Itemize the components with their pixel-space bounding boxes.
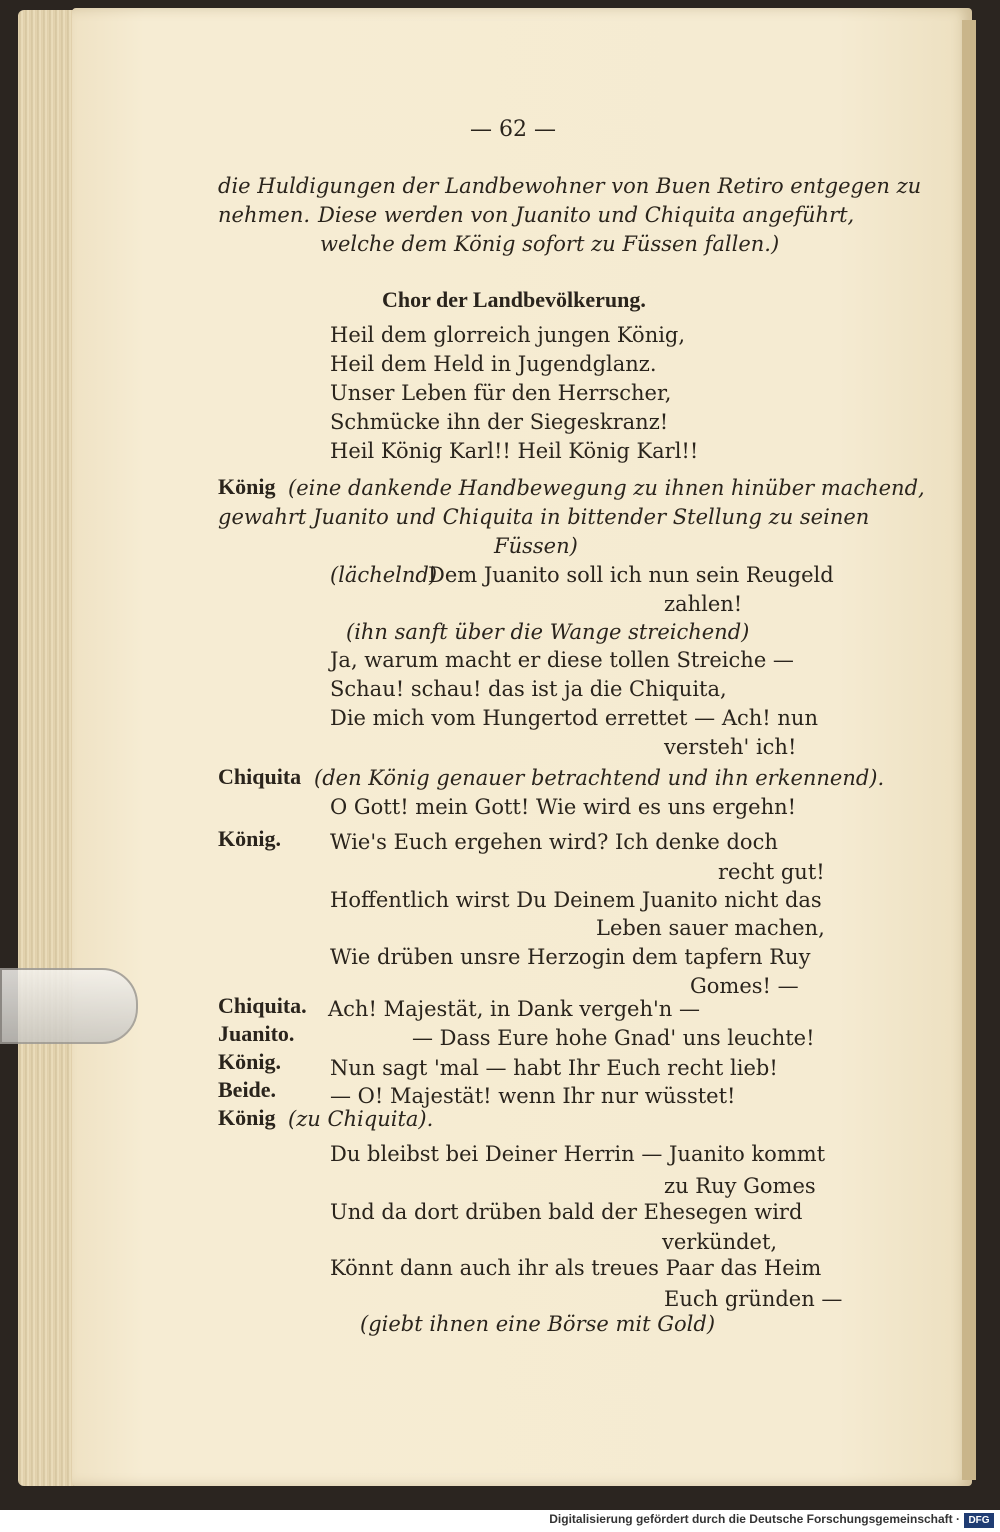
stage-direction-line: Diese werden von Juanito und Chiquita angeführt, [318,203,855,227]
verse-line: Gomes! — [690,974,799,998]
verse-line: Wie's Euch ergehen wird? Ich denke doch [330,830,778,854]
verse-line: versteh' ich! [664,735,797,759]
speaker-name: König. [218,826,281,851]
dfg-logo: DFG [964,1513,994,1528]
digitization-footer [0,1510,1000,1532]
verse-line: Könnt dann auch ihr als treues Paar das Heim [330,1256,822,1280]
verse-line: Und da dort drüben bald der Ehesegen wird [330,1200,803,1224]
verse-line: zu Ruy Gomes [664,1174,816,1198]
speaker-name: Beide. [218,1077,277,1102]
speaker-name: König [218,474,276,499]
speaker-name: Chiquita. [218,993,307,1018]
verse-line: Hoffentlich wirst Du Deinem Juanito nicht das [330,888,822,912]
verse-line: verkündet, [662,1230,778,1254]
stage-direction-line: gewahrt Juanito und Chiquita in bittender Stellung zu seinen [218,505,870,529]
verse-line: Heil dem glorreich jungen König, [330,323,686,347]
verse-line: Euch gründen — [664,1287,843,1311]
verse-line: Wie drüben unsre Herzogin dem tapfern Ruy [330,945,811,969]
speaker-name: Chiquita [218,764,302,789]
verse-line: Schau! schau! das ist ja die Chiquita, [330,677,727,701]
verse-line: Du bleibst bei Deiner Herrin — Juanito kommt [330,1142,826,1166]
stage-direction: (zu Chiquita). [288,1107,434,1131]
verse-line: Leben sauer machen, [596,916,825,940]
verse-line: Dem Juanito soll ich nun sein Reugeld [428,563,834,587]
stage-direction: (ihn sanft über die Wange streichend) [346,620,750,644]
verse-line: Unser Leben für den Herrscher, [330,381,672,405]
verse-line: Heil König Karl!! Heil König Karl!! [330,439,699,463]
chorus-heading: Chor der Landbevölkerung. [382,287,646,312]
speaker-name: König [218,1105,276,1130]
verse-line: O Gott! mein Gott! Wie wird es uns ergehn! [330,795,797,819]
book-spine-strip [962,20,976,1480]
footer-credit: Digitalisierung gefördert durch die Deutsche Forschungsgemeinschaft · [549,1512,960,1526]
page-number: — 62 — [470,117,556,142]
stage-direction: (giebt ihnen eine Börse mit Gold) [360,1312,716,1336]
stage-direction-line: nehmen. [218,203,311,227]
verse-line: Ja, warum macht er diese tollen Streiche — [330,648,794,672]
verse-line: — Dass Eure hohe Gnad' uns leuchte! [412,1026,815,1050]
stage-direction-line: Füssen) [494,534,578,558]
verse-line: zahlen! [664,592,743,616]
verse-line: recht gut! [718,860,825,884]
verse-line: — O! Majestät! wenn Ihr nur wüsstet! [330,1084,736,1108]
stage-direction-line: welche dem König sofort zu Füssen fallen.) [320,232,780,256]
stage-direction: (den König genauer betrachtend und ihn erkennend). [314,766,885,790]
verse-line: Ach! Majestät, in Dank vergeh'n — [328,997,700,1021]
verse-line: Nun sagt 'mal — habt Ihr Euch recht lieb! [330,1056,778,1080]
verse-line: Die mich vom Hungertod errettet — Ach! nun [330,706,818,730]
stage-direction: (lächelnd) [330,563,438,587]
verse-line: Schmücke ihn der Siegeskranz! [330,410,669,434]
page-turn-handle[interactable] [0,968,138,1044]
speaker-name: Juanito. [218,1021,295,1046]
stage-direction-line: die Huldigungen der Landbewohner von Buen Retiro entgegen zu [218,174,922,198]
speaker-name: König. [218,1049,281,1074]
verse-line: Heil dem Held in Jugendglanz. [330,352,657,376]
stage-direction-line: (eine dankende Handbewegung zu ihnen hinüber machend, [288,476,925,500]
